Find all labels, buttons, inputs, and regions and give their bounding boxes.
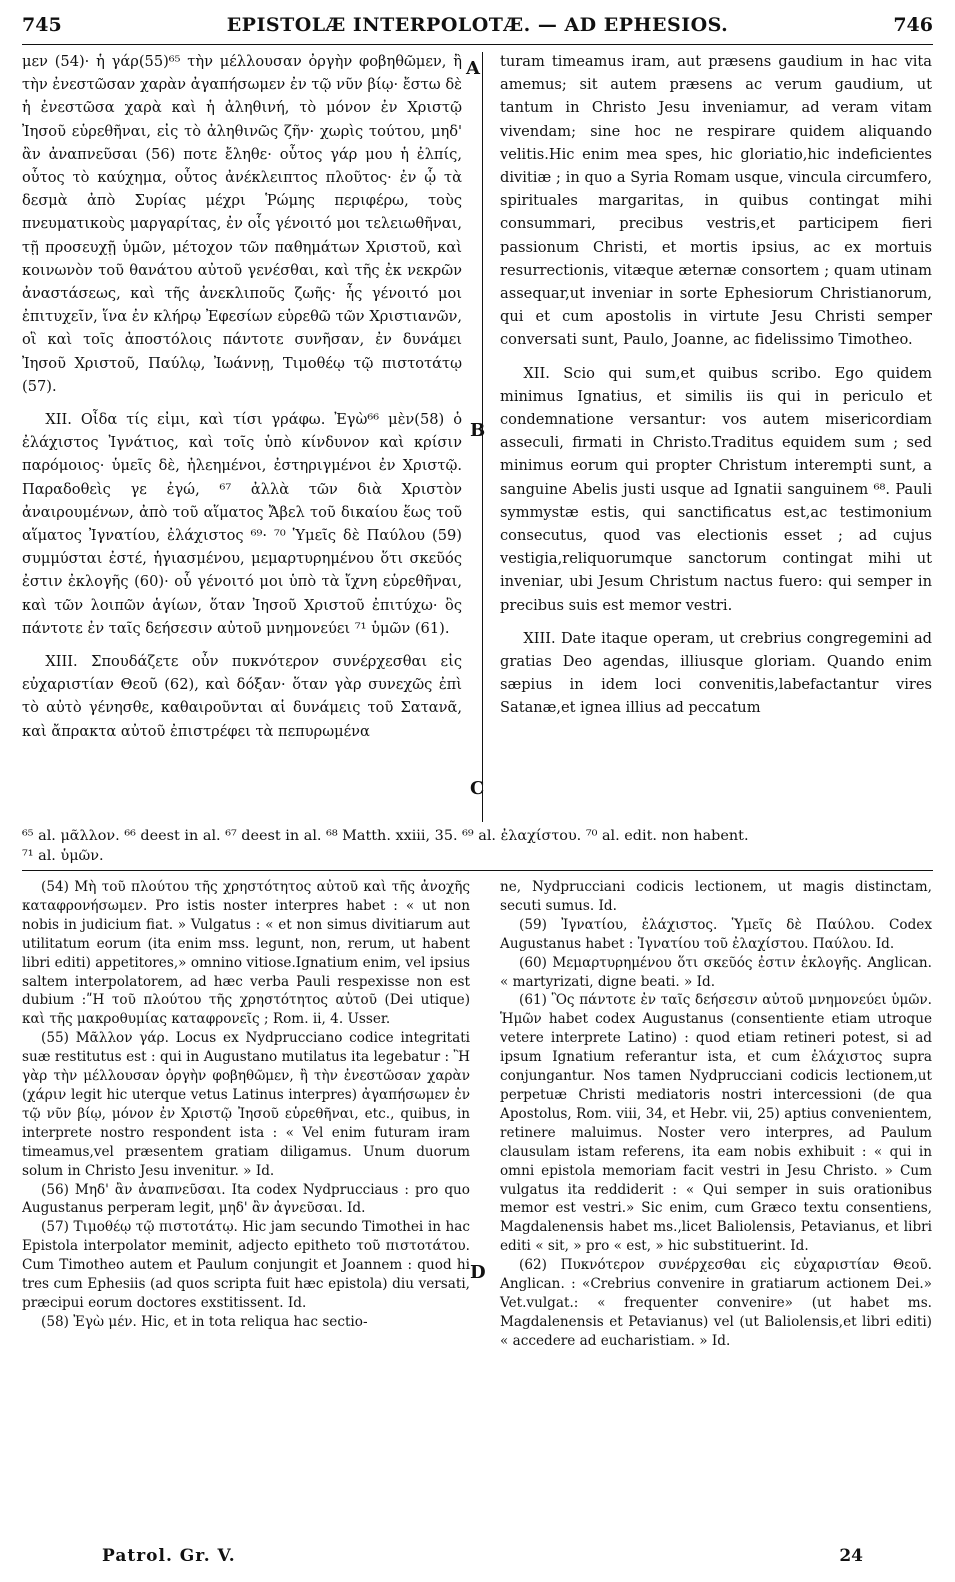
greek-paragraph-xiii: XIII. Σπουδάζετε οὖν πυκνότερον συνέρχεσθαι εἰς εὐχαριστίαν Θεοῦ (62), καὶ δόξαν· ὅταν γὰρ συνεχῶς ἐπὶ τὸ αὐτὸ γένησθε, καθαιροῦνται αἱ δυνάμεις τοῦ Σατανᾶ, καὶ ἄπρακτα αὐτοῦ ἐπιστρέφει τὰ πεπυρωμένα: [22, 653, 462, 740]
footer-signature-number: 24: [839, 1546, 863, 1566]
greek-paragraph-xi: μεν (54)· ἡ γάρ(55)⁶⁵ τὴν μέλλουσαν ὀργὴν φοβηθῶμεν, ἢ τὴν ἐνεστῶσαν χαρὰν ἀγαπήσωμεν ἐν τῷ νῦν βίῳ· ἔστω δὲ ἡ ἐνεστῶσα χαρὰ καὶ ἡ ἀληθινή, τὸ μόνον ἐν Χριστῷ Ἰησοῦ εὑρεθῆναι, εἰς τὸ ἀληθινῶς ζῆν· χωρὶς τούτου, μηδ' ἂν ἀναπνεῦσαι (56) ποτε ἔληθε· οὗτος γάρ μου ἡ ἐλπίς, οὗτος τὸ καύχημα, οὗτος ἀνέκλειπτος πλοῦτος· ἐν ᾧ τὰ δεσμὰ ἀπὸ Συρίας μέχρι Ῥώμης περιφέρω, τοὺς πνευματικοὺς μαργαρίτας, ἐν οἷς γένοιτό μοι τελειωθῆναι, τῇ προσευχῇ ὑμῶν, μέτοχον τῶν παθημάτων Χριστοῦ, καὶ κοινωνὸν τοῦ θανάτου αὐτοῦ γενέσθαι, καὶ τῆς ἐκ νεκρῶν ἀναστάσεως, καὶ τῆς ἀνεκλιποῦς ζωῆς· ἧς γένοιτό μοι ἐπιτυχεῖν, ἵνα ἐν κλήρῳ Ἐφεσίων εὑρεθῶ τῶν Χριστιανῶν, οἳ καὶ τοῖς ἀποστόλοις πάντοτε συνῆσαν, ἐν δυνάμει Ἰησοῦ Χριστοῦ, Παύλῳ, Ἰωάννῃ, Τιμοθέῳ τῷ πιστοτάτῳ (57).: [22, 53, 462, 395]
notes-right-column: [500, 878, 932, 1351]
greek-text-column: [22, 50, 462, 743]
page-number-right: 746: [893, 14, 933, 36]
latin-paragraph-xiii: XIII. Date itaque operam, ut crebrius congregemini ad gratias Deo agendas, illiusque gloriam. Quando enim sæpius in idem loci convenitis,labefactantur vires Satanæ,et ignea illius ad peccatum: [500, 629, 932, 717]
page-footer: [22, 1546, 933, 1570]
note-55: (55) Μᾶλλον γάρ. Locus ex Nydprucciano codice integritati suæ restitutus est : qui in Augustano mutilatus ita legebatur : Ἢ γὰρ τὴν μέλλουσαν ὀργὴν φοβηθῶμεν, ἢ τὴν ἐνεστῶσαν χαρὰν (χάριν legit hic uterque vetus Latinus interpres) ἀγαπήσωμεν ἐν τῷ νῦν βίῳ, μόνον ἐν Χριστῷ Ἰησοῦ εὑρεθῆναι, etc., quibus, in interprete nostro respondent ista : « Vel enim futuram iram timeamus,vel præsentem gratiam diligamus. Unum duorum solum in Christo Jesu invenitur. » Id.: [22, 1030, 470, 1179]
latin-paragraph-xii: XII. Scio qui sum,et quibus scribo. Ego quidem minimus Ignatius, et similis iis qui in periculo et condemnatione versantur: vos autem misericordiam asseculi, firmati in Christo.Traditus equidem sum ; sed minimus eorum qui propter Christum interempti sunt, a sanguine Abelis justi usque ad Ignatii sanguinem ⁶⁸. Pauli symmystæ estis, qui sanctificatus est,ac testimonium consecutus, quod vas electionis esset ; ad cujus vestigia,reliquorumque sanctorum contingat mihi ut inveniar, ubi Jesum Christum nactus fuero: qui semper in precibus suis est memor vestri.: [500, 364, 932, 614]
note-60: (60) Μεμαρτυρημένου ὅτι σκεῦός ἐστιν ἐκλογῆς. Anglican. « martyrizati, digne beati. » Id.: [500, 954, 932, 990]
footer-collection-title: Patrol. Gr. V.: [102, 1546, 236, 1566]
margin-marker-d: D: [470, 1262, 486, 1283]
note-59: (59) Ἰγνατίου, ἐλάχιστος. Ὑμεῖς δὲ Παύλου. Codex Augustanus habet : Ἰγνατίου τοῦ ἐλαχίστου. Παύλου. Id.: [500, 916, 932, 952]
running-title: EPISTOLÆ INTERPOLOTÆ. — AD EPHESIOS.: [226, 14, 729, 36]
margin-marker-c: C: [470, 778, 485, 799]
note-58-continued: ne, Nydprucciani codicis lectionem, ut magis distinctam, secuti sumus. Id.: [500, 879, 932, 914]
notes-left-column: [22, 878, 470, 1332]
notes-separator: [22, 870, 933, 871]
note-56: (56) Μηδ' ἂν ἀναπνεῦσαι. Ita codex Nydprucciaus : pro quo Augustanus perperam legit, μηδ' ἂν ἀγνεῦσαι. Id.: [22, 1181, 470, 1217]
note-54: (54) Μὴ τοῦ πλούτου τῆς χρηστότητος αὐτοῦ καὶ τῆς ἀνοχῆς καταφρονήσωμεν. Pro istis noster interpres habet : « ut non nobis in judicium fiat. » Vulgatus : « et non simus divitiarum aut utilitatum eorum (ita enim mss. legunt, non, rerum, ut habent libri editi) appetitores,» omnino vitiose.Ignatium enim, vel ipsius saltem interpolatorem, ad hæc verba Pauli respexisse non est dubium :ʺΗ τοῦ πλούτου τῆς χρηστότητος αὐτοῦ (Dei utique) καὶ τῆς μακροθυμίας καταφρονεῖς ; Rom. ii, 4. Usser.: [22, 879, 470, 1028]
header-rule: [22, 44, 933, 45]
variant-footnotes: [22, 826, 932, 866]
note-61: (61) Ὃς πάντοτε ἐν ταῖς δεήσεσιν αὐτοῦ μνημονεύει ὑμῶν. Ἡμῶν habet codex Augustanus (consentiente etiam utroque vetere interprete Latino) : quod etiam retineri potest, si ad ipsum Ignatium referantur ista, et cum ἐλάχιστος supra conjungantur. Nos tamen Nydprucciani codicis lectionem,ut perpetuæ Christi mediatoris nostri intercessioni (de qua Apostolus, Rom. viii, 34, et Hebr. vii, 25) aptius convenientem, retinere maluimus. Noster vero interpres, ad Paulum clausulam istam referens, ita eam nobis exhibuit : « qui in omni epistola memoriam facit vestri in Jesu Christo. » Cum vulgatus ita reddiderit : « Qui semper in suis orationibus memor est vestri.» Sic enim, cum Græco textu consentiens, Magdalenensis habet ms.,licet Baliolensis, Petavianus, et libri editi « sit, » pro « est, » hic substituerint. Id.: [500, 992, 932, 1255]
latin-text-column: [500, 50, 932, 720]
running-header: [22, 14, 933, 42]
greek-paragraph-xii: XII. Οἶδα τίς εἰμι, καὶ τίσι γράφω. Ἐγὼ⁶⁶ μὲν(58) ὁ ἐλάχιστος Ἰγνάτιος, καὶ τοῖς ὑπὸ κίνδυνον καὶ κρίσιν παρόμοιος· ὑμεῖς δὲ, ἠλεημένοι, ἐστηριγμένοι ἐν Χριστῷ. Παραδοθεὶς γε ἐγώ, ⁶⁷ ἀλλὰ τῶν διὰ Χριστὸν ἀναιρουμένων, ἀπὸ τοῦ αἵματος Ἄβελ τοῦ δικαίου ἕως τοῦ αἵματος Ἰγνατίου, ἐλάχιστος ⁶⁹· ⁷⁰ Ὑμεῖς δὲ Παύλου (59) συμμύσται ἐστέ, ἡγιασμένου, μεμαρτυρημένου ὅτι σκεῦός ἐστιν ἐκλογῆς (60)· οὗ γένοιτό μοι ὑπὸ τὰ ἴχνη εὑρεθῆναι, καὶ τῶν λοιπῶν ἁγίων, ὅταν Ἰησοῦ Χριστοῦ ἐπιτύχω· ὃς πάντοτε ἐν ταῖς δεήσεσιν αὐτοῦ μνημονεύει ⁷¹ ὑμῶν (61).: [22, 411, 462, 637]
page-number-left: 745: [22, 14, 62, 36]
variant-footnote-line: ⁷¹ al. ὑμῶν.: [22, 848, 104, 864]
margin-marker-a: A: [466, 58, 480, 79]
note-62: (62) Πυκνότερον συνέρχεσθαι εἰς εὐχαριστίαν Θεοῦ. Anglican. : «Crebrius convenire in gratiarum actionem Dei.» Vet.vulgat.: « frequenter convenire» (ut habet ms. Magdalenensis et Petavianus) vel (ut Baliolensis,et libri editi) « accedere ad eucharistiam. » Id.: [500, 1257, 932, 1349]
note-57: (57) Τιμοθέῳ τῷ πιστοτάτῳ. Hic jam secundo Timothei in hac Epistola interpolator meminit, adjecto epitheto τοῦ πιστοτάτου. Cum Timotheo autem et Paulum conjungit et Joannem : quod hi tres cum Ephesiis (ad quos scripta fuit hæc epistola) diu versati, præcipui eorum doctores exstitissent. Id.: [22, 1219, 470, 1311]
margin-marker-b: B: [470, 420, 486, 441]
variant-footnote-line: ⁶⁵ al. μᾶλλον. ⁶⁶ deest in al. ⁶⁷ deest in al. ⁶⁸ Matth. xxiii, 35. ⁶⁹ al. ἐλαχίστου. ⁷⁰ al. edit. non habent.: [22, 828, 749, 844]
latin-paragraph-xi: turam timeamus iram, aut præsens gaudium in hac vita amemus; sit autem præsens ac verum gaudium, ut tantum in Christo Jesu inveniamur, ad veram vitam vivendam; sine hoc ne respirare quidem aliquando velitis.Hic enim mea spes, hic gloriatio,hic indeficientes divitiæ ; in quo a Syria Romam usque, vincula circumfero, spirituales margaritas, in quibus contingat mihi consummari, precibus vestris,et participem fieri passionum Christi, et mortis ipsius, ac ex mortuis resurrectionis, vitæque æternæ consortem ; quam utinam assequar,ut inveniar in sorte Ephesiorum Christianorum, qui et cum apostolis in virtute Jesu Christi semper conversati sunt, Paulo, Joanne, ac fidelissimo Timotheo.: [500, 53, 932, 349]
note-58: (58) Ἐγὼ μέν. Hic, et in tota reliqua hac sectio-: [41, 1313, 368, 1330]
